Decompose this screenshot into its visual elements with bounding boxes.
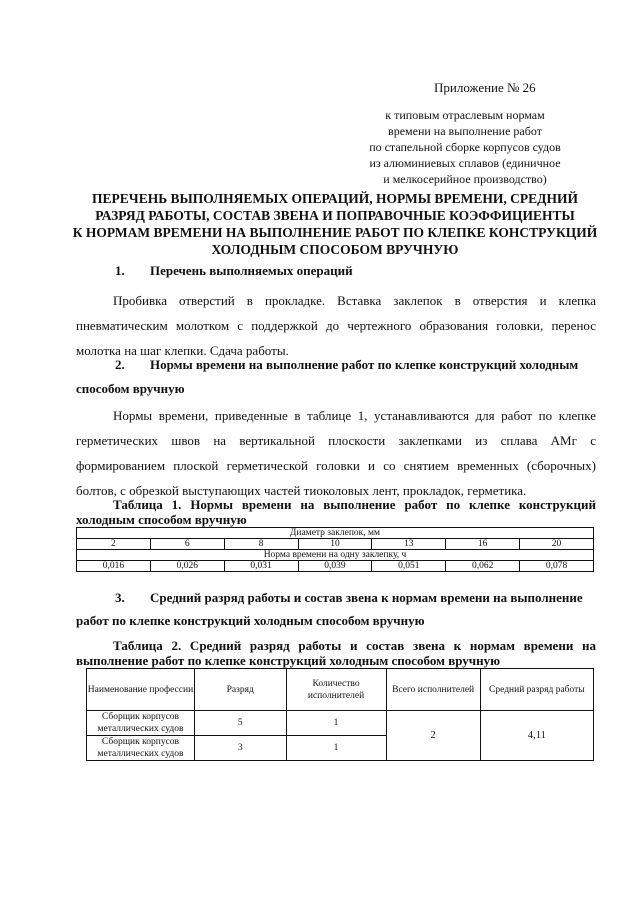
- title-line: ПЕРЕЧЕНЬ ВЫПОЛНЯЕМЫХ ОПЕРАЦИЙ, НОРМЫ ВРЕМЕНИ, СРЕДНИЙ: [92, 191, 578, 206]
- appendix-subtitle: [330, 107, 600, 187]
- diameter-cell: 8: [224, 539, 298, 550]
- section3-number: 3.: [115, 590, 125, 605]
- appendix-line: по стапельной сборке корпусов судов: [369, 140, 561, 154]
- title-line: ХОЛОДНЫМ СПОСОБОМ ВРУЧНУЮ: [211, 242, 459, 257]
- table2-caption: Таблица 2. Средний разряд работы и состав звена к нормам времени на выполнение работ по клепке конструкций холодным способом вручную: [76, 638, 596, 668]
- section2-number: 2.: [115, 357, 125, 372]
- crew-table: [86, 668, 594, 761]
- header-count: Количество исполнителей: [286, 669, 386, 711]
- header-grade: Разряд: [194, 669, 286, 711]
- table-row: [87, 711, 594, 736]
- profession-cell: Сборщик корпусов металлических судов: [87, 736, 195, 761]
- norm-cell: 0,016: [77, 561, 151, 572]
- norm-cell: 0,062: [446, 561, 520, 572]
- section2-heading-cont: способом вручную: [76, 381, 185, 396]
- norm-cell: 0,078: [520, 561, 594, 572]
- total-cell: 2: [386, 711, 480, 761]
- section2-heading: Нормы времени на выполнение работ по клепке конструкций холодным: [150, 357, 579, 372]
- appendix-line: и мелкосерийное производство): [383, 172, 547, 186]
- section1-heading: Перечень выполняемых операций: [150, 263, 353, 278]
- table1-caption: Таблица 1. Нормы времени на выполнение работ по клепке конструкций холодным способом вручную: [76, 497, 596, 527]
- avg-grade-cell: 4,11: [480, 711, 593, 761]
- section3-heading-cont: работ по клепке конструкций холодным способом вручную: [76, 613, 425, 628]
- title-line: РАЗРЯД РАБОТЫ, СОСТАВ ЗВЕНА И ПОПРАВОЧНЫЕ КОЭФФИЦИЕНТЫ: [95, 208, 575, 223]
- appendix-line: времени на выполнение работ: [388, 124, 542, 138]
- diameter-cell: 13: [372, 539, 446, 550]
- diameter-cell: 20: [520, 539, 594, 550]
- diameter-cell: 16: [446, 539, 520, 550]
- title-line: К НОРМАМ ВРЕМЕНИ НА ВЫПОЛНЕНИЕ РАБОТ ПО КЛЕПКЕ КОНСТРУКЦИЙ: [72, 225, 598, 240]
- grade-cell: 3: [194, 736, 286, 761]
- diameter-cell: 10: [298, 539, 372, 550]
- norms-table: [76, 527, 594, 572]
- norm-cell: 0,051: [372, 561, 446, 572]
- section2-text: Нормы времени, приведенные в таблице 1, устанавливаются для работ по клепке герметических швов на вертикальной плоскости заклепками из сплава АМг с формированием плоской герметической головки и со снятием временных (сборочных) болтов, с обрезкой выступающих частей тиоколовых лент, прокладок, герметика.: [76, 408, 596, 498]
- diameter-cell: 2: [77, 539, 151, 550]
- count-cell: 1: [286, 736, 386, 761]
- section3-heading: Средний разряд работы и состав звена к нормам времени на выполнение: [150, 590, 583, 605]
- header-avg-grade: Средний разряд работы: [480, 669, 593, 711]
- section1-number: 1.: [115, 263, 125, 278]
- profession-cell: Сборщик корпусов металлических судов: [87, 711, 195, 736]
- appendix-line: из алюминиевых сплавов (единичное: [369, 156, 561, 170]
- diameter-cell: 6: [150, 539, 224, 550]
- grade-cell: 5: [194, 711, 286, 736]
- header-profession: Наименование профессии: [87, 669, 195, 711]
- norm-header: Норма времени на одну заклепку, ч: [77, 550, 594, 561]
- document-title: [70, 190, 600, 258]
- section1-text: Пробивка отверстий в прокладке. Вставка заклепок в отверстия и клепка пневматическим молотком с поддержкой до чертежного образования головки, перенос молотка на шаг клепки. Сдача работы.: [76, 293, 596, 358]
- appendix-title: Приложение № 26: [434, 80, 536, 95]
- count-cell: 1: [286, 711, 386, 736]
- norm-cell: 0,039: [298, 561, 372, 572]
- norm-cell: 0,026: [150, 561, 224, 572]
- appendix-line: к типовым отраслевым нормам: [385, 108, 545, 122]
- header-total: Всего исполнителей: [386, 669, 480, 711]
- diameter-header: Диаметр заклепок, мм: [77, 528, 594, 539]
- norm-cell: 0,031: [224, 561, 298, 572]
